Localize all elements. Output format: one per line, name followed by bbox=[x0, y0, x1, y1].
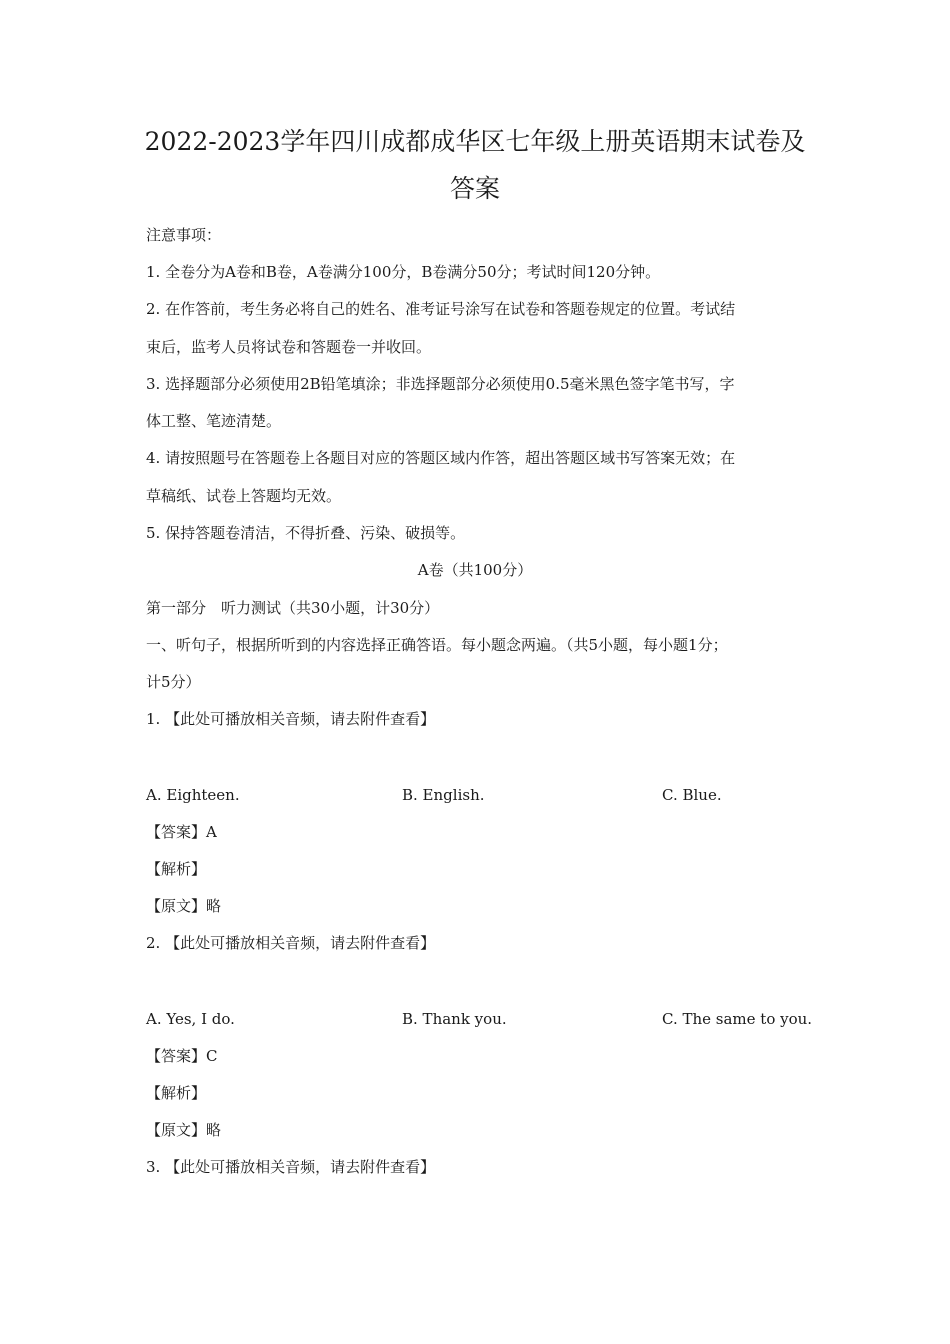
note-item-5: 5. 保持答题卷清洁，不得折叠、污染、破损等。 bbox=[146, 524, 466, 542]
document-title-line-1: 2022-2023学年四川成都成华区七年级上册英语期末试卷及 bbox=[144, 127, 806, 156]
note-item-3-line-2: 体工整、笔迹清楚。 bbox=[146, 412, 282, 430]
note-item-4-line-1: 4. 请按照题号在答题卷上各题目对应的答题区域内作答，超出答题区域书写答案无效；在 bbox=[146, 449, 736, 467]
question-3-stem: 3. 【此处可播放相关音频，请去附件查看】 bbox=[146, 1158, 436, 1176]
note-item-4-line-2: 草稿纸、试卷上答题均无效。 bbox=[146, 487, 342, 505]
part-1-heading: 第一部分 听力测试（共30小题，计30分） bbox=[146, 599, 440, 617]
question-2-option-b: B. Thank you. bbox=[402, 1010, 507, 1028]
question-1-analysis: 【解析】 bbox=[146, 860, 207, 878]
question-2-option-c: C. The same to you. bbox=[662, 1010, 813, 1028]
section-instruction-line-1: 一、听句子，根据所听到的内容选择正确答语。每小题念两遍。（共5小题，每小题1分； bbox=[146, 636, 728, 654]
note-item-2-line-1: 2. 在作答前，考生务必将自己的姓名、准考证号涂写在试卷和答题卷规定的位置。考试结 bbox=[146, 300, 736, 318]
question-2-answer: 【答案】C bbox=[146, 1047, 218, 1065]
question-1-option-b: B. English. bbox=[402, 786, 485, 804]
note-item-1: 1. 全卷分为A卷和B卷，A卷满分100分，B卷满分50分；考试时间120分钟。 bbox=[146, 263, 661, 281]
document-title-line-2: 答案 bbox=[449, 174, 500, 203]
question-2-stem: 2. 【此处可播放相关音频，请去附件查看】 bbox=[146, 934, 436, 952]
section-instruction-line-2: 计5分） bbox=[146, 673, 201, 691]
question-2-original: 【原文】略 bbox=[146, 1121, 222, 1139]
question-2-analysis: 【解析】 bbox=[146, 1084, 207, 1102]
question-1-original: 【原文】略 bbox=[146, 897, 222, 915]
note-item-3-line-1: 3. 选择题部分必须使用2B铅笔填涂；非选择题部分必须使用0.5毫米黑色签字笔书写，字 bbox=[146, 375, 735, 393]
question-1-option-c: C. Blue. bbox=[662, 786, 722, 804]
question-1-answer: 【答案】A bbox=[146, 823, 217, 841]
notes-heading: 注意事项： bbox=[146, 226, 222, 244]
note-item-2-line-2: 束后，监考人员将试卷和答题卷一并收回。 bbox=[146, 338, 432, 356]
a-volume-heading: A卷（共100分） bbox=[417, 561, 533, 579]
question-2-option-a: A. Yes, I do. bbox=[146, 1010, 235, 1028]
question-1-option-a: A. Eighteen. bbox=[146, 786, 240, 804]
question-1-stem: 1. 【此处可播放相关音频，请去附件查看】 bbox=[146, 710, 436, 728]
